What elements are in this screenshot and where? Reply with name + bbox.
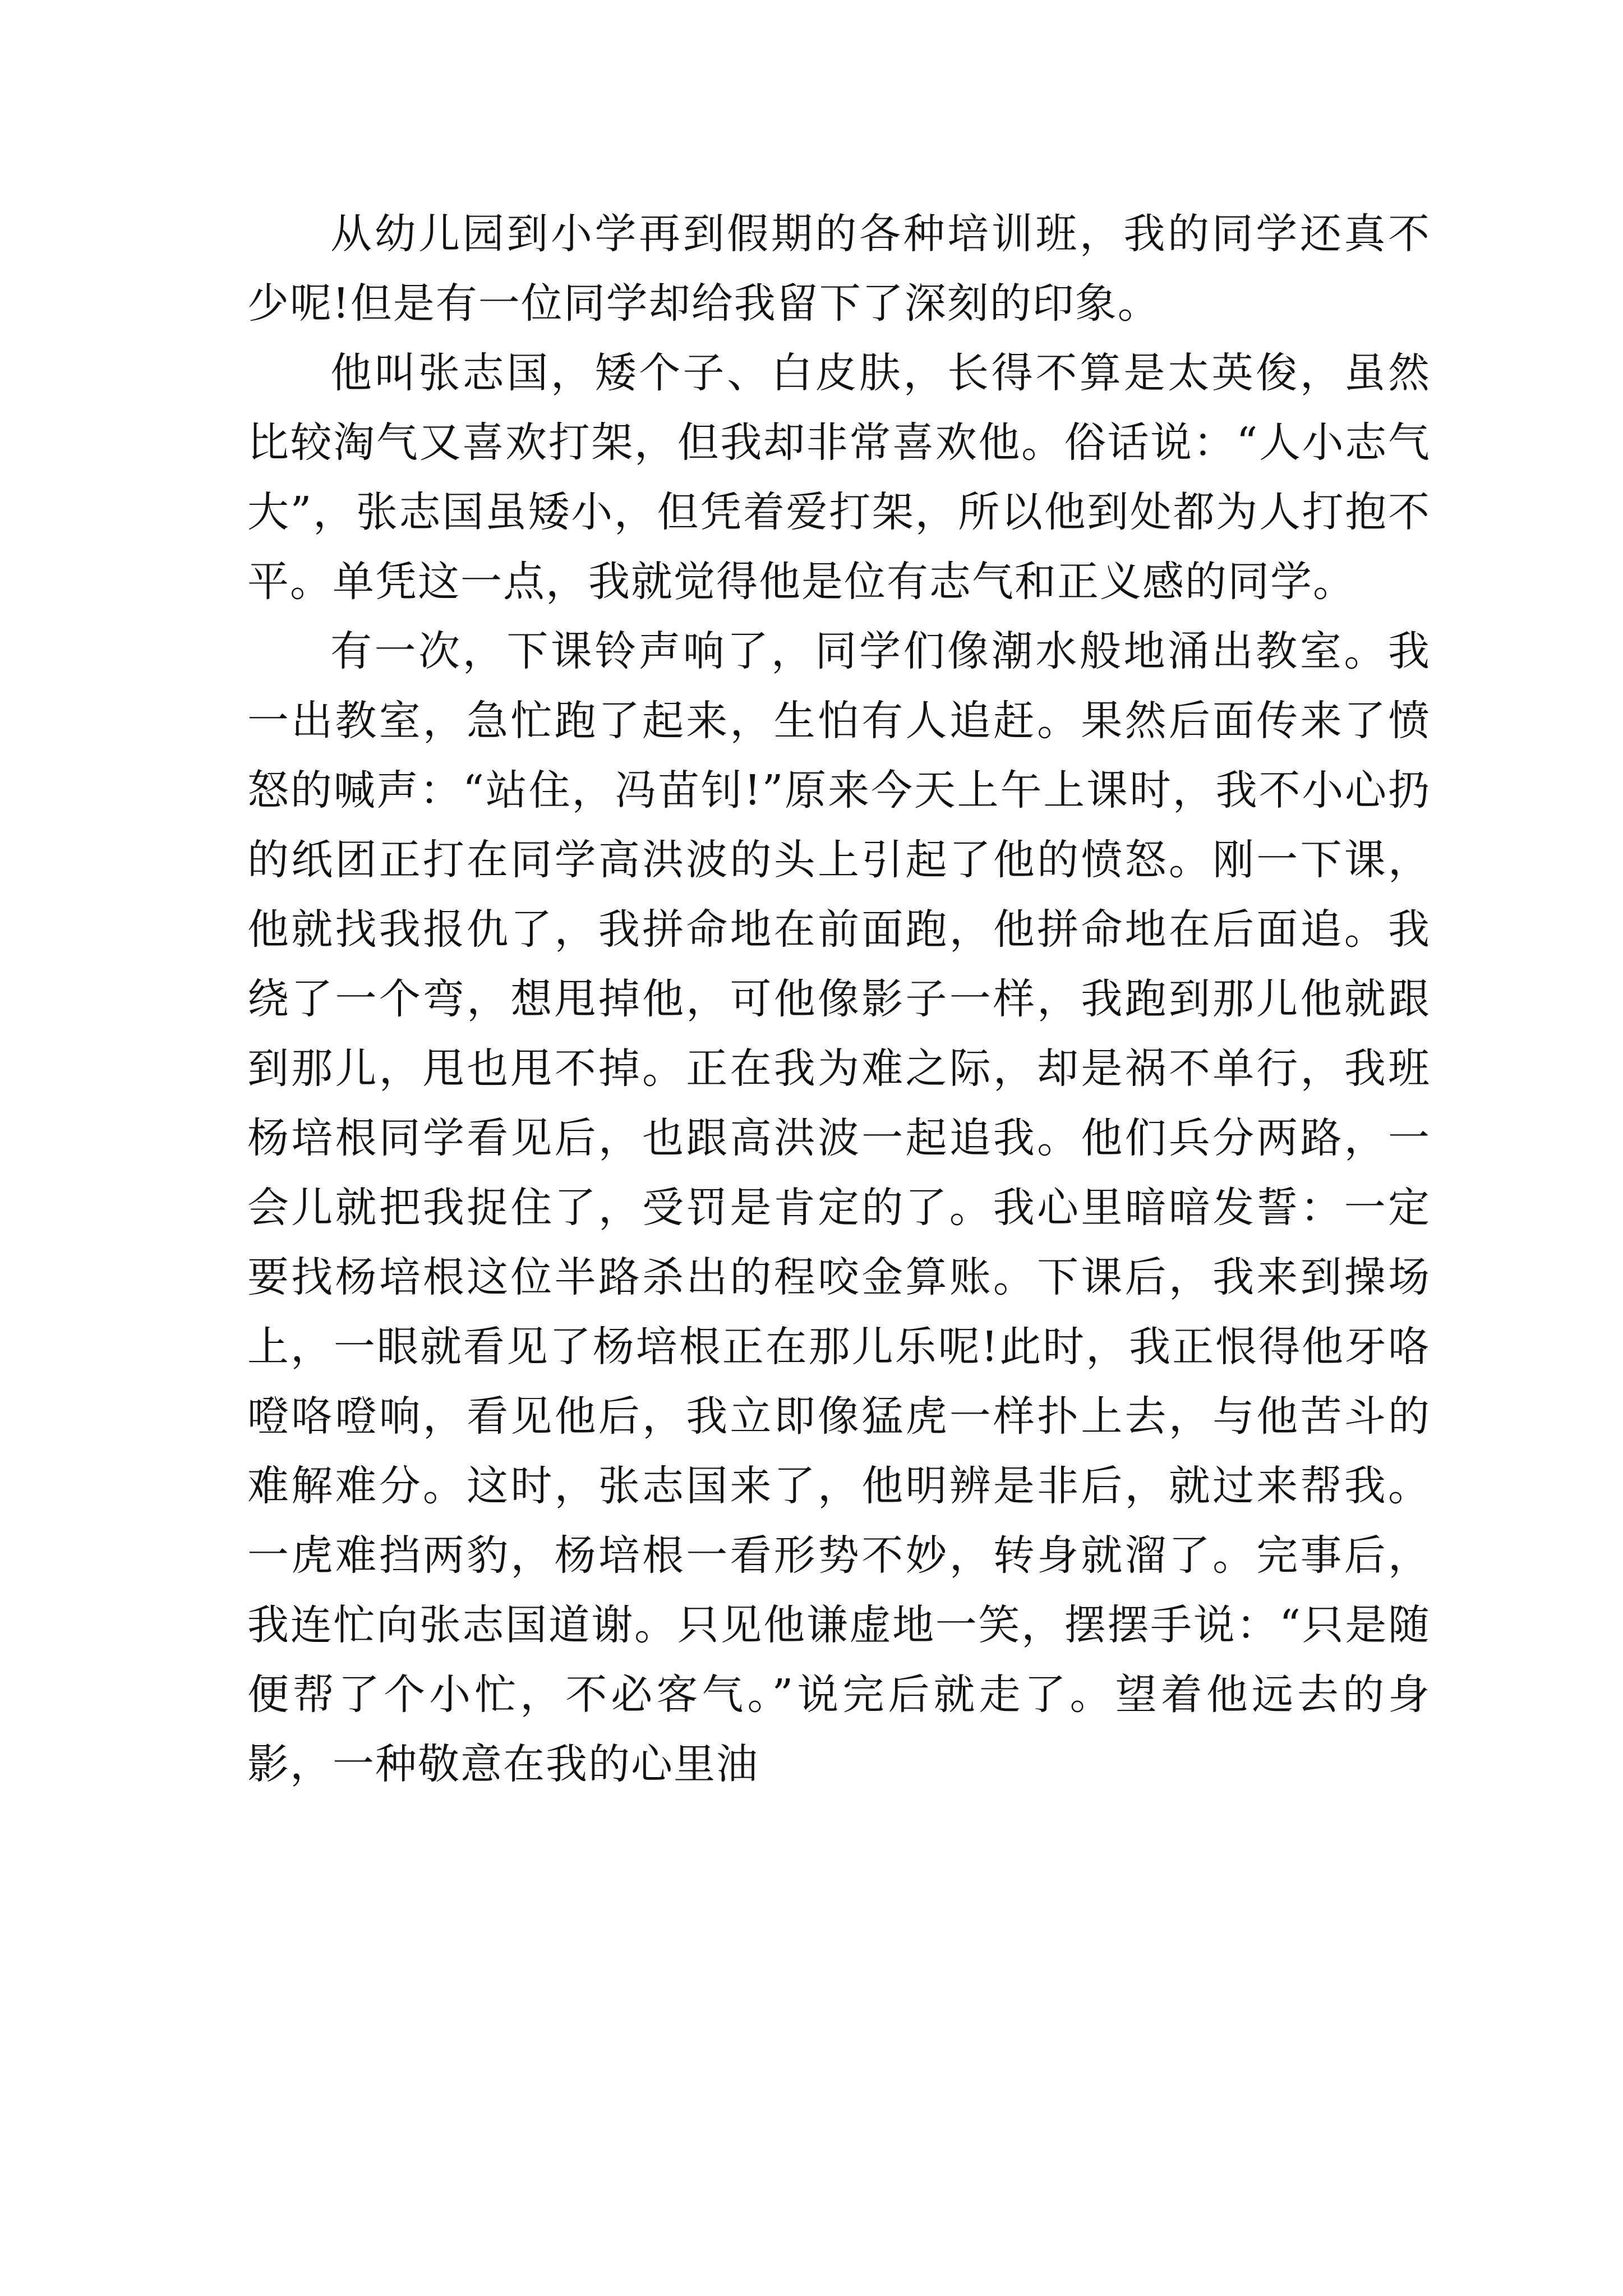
paragraph-3: 有一次，下课铃声响了，同学们像潮水般地涌出教室。我一出教室，急忙跑了起来，生怕有人追赶。果然后面传来了愤怒的喊声：“站住，冯苗钊!”原来今天上午上课时，我不小心扔的纸团正打在同学高洪波的头上引起了他的愤怒。刚一下课，他就找我报仇了，我拼命地在前面跑，他拼命地在后面追。我绕了一个弯，想甩掉他，可他像影子一样，我跑到那儿他就跟到那儿，甩也甩不掉。正在我为难之际，却是祸不单行，我班杨培根同学看见后，也跟高洪波一起追我。他们兵分两路，一会儿就把我捉住了，受罚是肯定的了。我心里暗暗发誓：一定要找杨培根这位半路杀出的程咬金算账。下课后，我来到操场上，一眼就看见了杨培根正在那儿乐呢!此时，我正恨得他牙咯噔咯噔响，看见他后，我立即像猛虎一样扑上去，与他苦斗的难解难分。这时，张志国来了，他明辨是非后，就过来帮我。一虎难挡两豹，杨培根一看形势不妙，转身就溜了。完事后，我连忙向张志国道谢。只见他谦虚地一笑，摆摆手说：“只是随便帮了个小忙，不必客气。”说完后就走了。望着他远去的身影，一种敬意在我的心里油 xyxy=(247,627,1431,1788)
paragraph-1: 从幼儿园到小学再到假期的各种培训班，我的同学还真不少呢!但是有一位同学却给我留下了深刻的印象。 xyxy=(247,210,1431,328)
body-text xyxy=(247,199,1431,1799)
paragraph-2: 他叫张志国，矮个子、白皮肤，长得不算是太英俊，虽然比较淘气又喜欢打架，但我却非常喜欢他。俗话说：“人小志气大”，张志国虽矮小，但凭着爱打架，所以他到处都为人打抱不平。单凭这一点，我就觉得他是位有志气和正义感的同学。 xyxy=(247,349,1431,606)
